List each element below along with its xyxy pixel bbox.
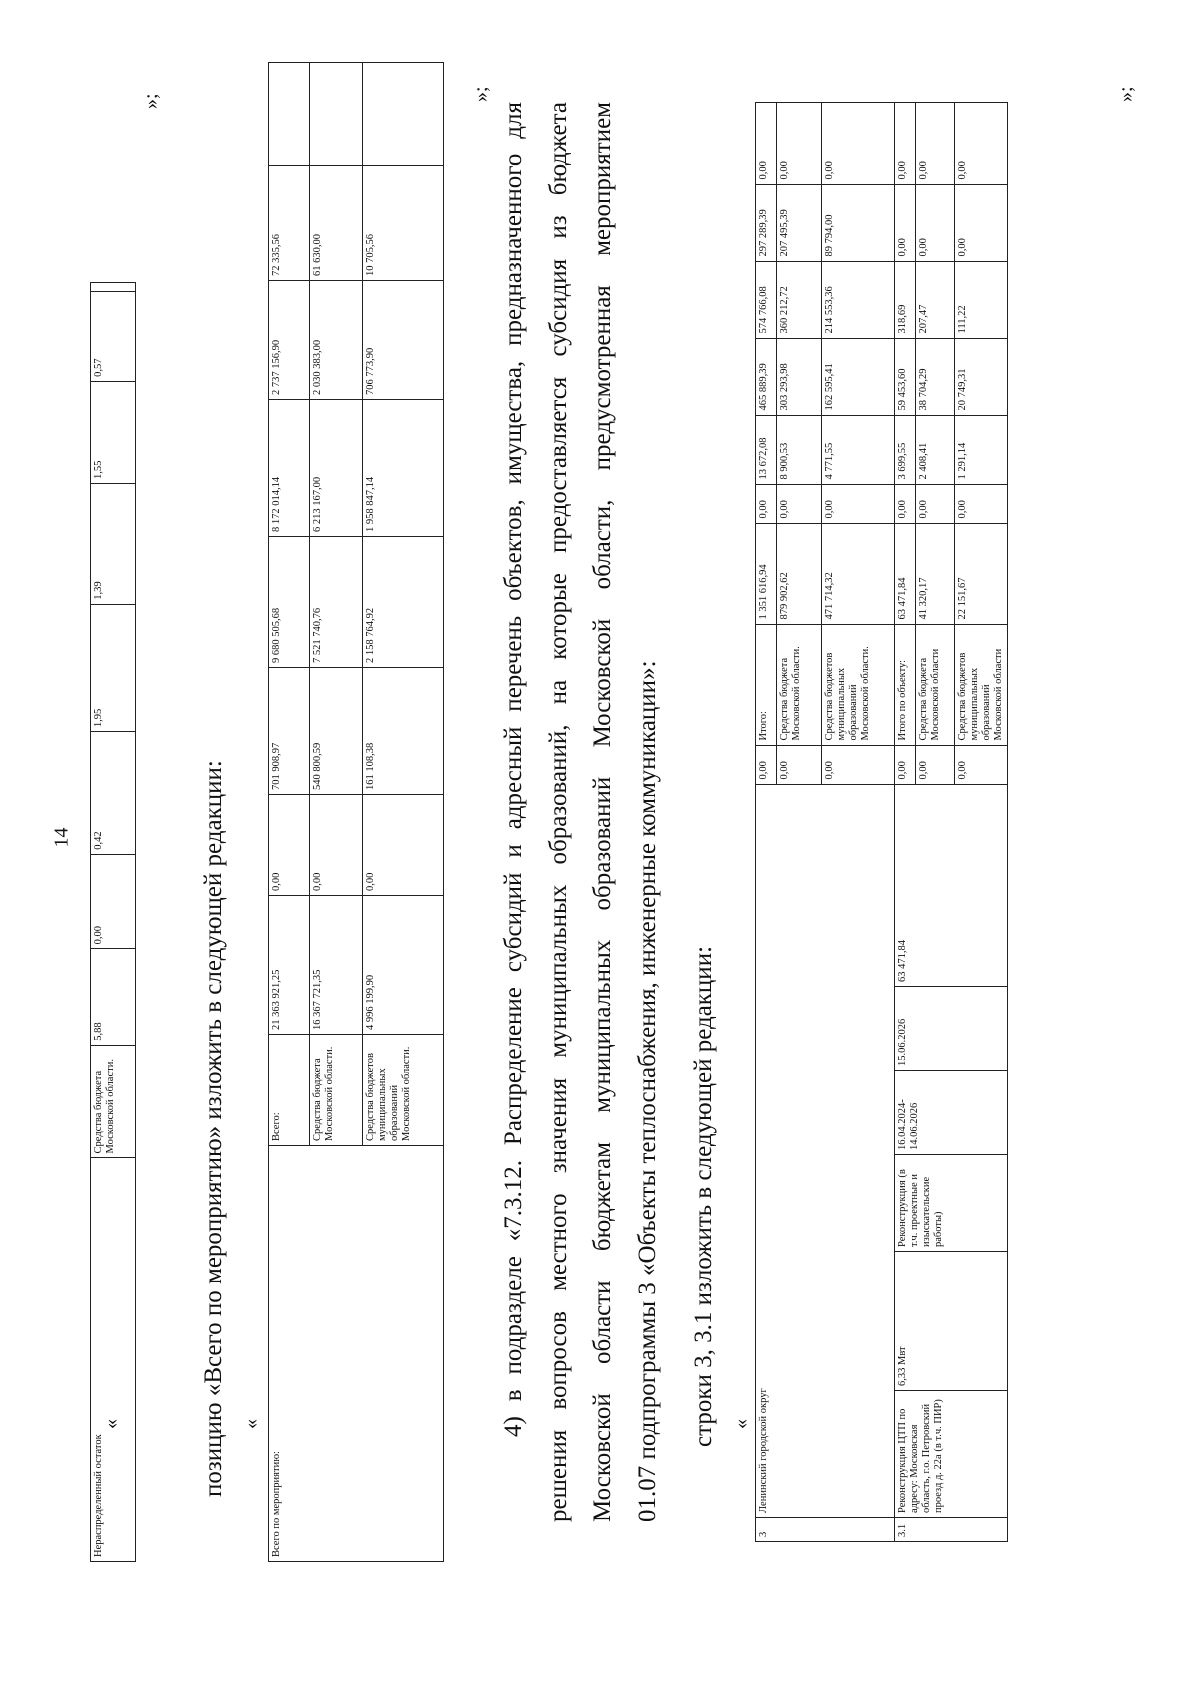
table2-value: 9 680 505,68 — [269, 537, 310, 668]
row31-value: 0,00 — [895, 184, 916, 261]
table1-value: 1,95 — [91, 604, 136, 731]
table2-value: 16 367 721,35 — [310, 896, 363, 1035]
row3-value: 879 902,62 — [777, 523, 822, 624]
row31-value: 0,00 — [955, 103, 1008, 185]
table2-value: 2 737 156,90 — [269, 281, 310, 400]
row31-value: 63 471,84 — [895, 523, 916, 624]
table1-value — [91, 283, 136, 292]
table1-label: Нераспределенный остаток — [91, 1158, 136, 1562]
table2-source: Средства бюджетов муниципальных образований Московской области. — [363, 1035, 444, 1146]
row3-source: Средства бюджетов муниципальных образований Московской области. — [822, 624, 895, 745]
table2-source: Средства бюджета Московской области. — [310, 1035, 363, 1146]
row3-number: 3 — [756, 1518, 895, 1542]
row3-value: 0,00 — [777, 484, 822, 523]
row31-work: Реконструкция (в т.ч. проектные и изыскательские работы) — [895, 1155, 1008, 1252]
row31-source: Средства бюджета Московской области — [916, 624, 955, 745]
row31-power: 6,33 Мвт — [895, 1252, 1008, 1391]
row31-value: 0,00 — [916, 484, 955, 523]
paragraph-total: позицию «Всего по мероприятию» изложить в следующей редакции: — [200, 760, 227, 1497]
row3-value: 1 351 616,94 — [756, 523, 777, 624]
row3-zero: 0,00 — [756, 745, 777, 784]
paragraph-line: 4) в подразделе «7.3.12. Распределение субсидий и адресный перечень объектов, имущества, предназначенного для — [500, 102, 527, 1437]
paragraph-rows: строки 3, 3.1 изложить в следующей редакции: — [690, 945, 717, 1447]
row31-value: 207,47 — [916, 261, 955, 338]
row3-value: 0,00 — [756, 103, 777, 185]
row3-value: 8 900,53 — [777, 415, 822, 484]
row31-value: 1 291,14 — [955, 415, 1008, 484]
row31-value: 3 699,55 — [895, 415, 916, 484]
row3-value: 4 771,55 — [822, 415, 895, 484]
row31-date: 15.06.2026 — [895, 987, 1008, 1071]
row31-period: 16.04.2024-14.06.2026 — [895, 1071, 1008, 1155]
table2-value — [269, 63, 310, 166]
table1-source: Средства бюджета Московской области. — [91, 1045, 136, 1158]
row3-value: 89 794,00 — [822, 184, 895, 261]
table2-value — [363, 63, 444, 166]
open-quote: « — [240, 1419, 262, 1429]
paragraph-line: Московской области бюджетам муниципальных образований Московской области, предусмотренная мероприятием — [589, 102, 616, 1522]
table2-label: Всего по мероприятию: — [269, 1146, 444, 1562]
table2-value: 1 958 847,14 — [363, 400, 444, 537]
table2-value: 4 996 199,90 — [363, 896, 444, 1035]
row31-value: 38 704,29 — [916, 338, 955, 415]
page-number: 14 — [50, 827, 73, 848]
row31-value: 22 151,67 — [955, 523, 1008, 624]
table2-value: 8 172 014,14 — [269, 400, 310, 537]
row31-value: 0,00 — [895, 103, 916, 185]
table2-value: 10 705,56 — [363, 166, 444, 281]
close-quote: »; — [140, 93, 162, 109]
table2-value: 0,00 — [269, 795, 310, 896]
row31-value: 2 408,41 — [916, 415, 955, 484]
paragraph-line: решения вопросов местного значения муниципальных образований, на которые предоставляется субсидия из бюджета — [544, 102, 572, 1522]
row3-value: 303 293,98 — [777, 338, 822, 415]
row31-zero: 0,00 — [895, 745, 916, 784]
table2-value: 701 908,97 — [269, 668, 310, 795]
row31-value: 0,00 — [955, 484, 1008, 523]
table2-value: 2 158 764,92 — [363, 537, 444, 668]
table1-value: 0,42 — [91, 732, 136, 855]
row3-zero: 0,00 — [822, 745, 895, 784]
table2-value: 706 773,90 — [363, 281, 444, 400]
row31-source: Итого по объекту: — [895, 624, 916, 745]
table2-value: 61 630,00 — [310, 166, 363, 281]
paragraph-line: 01.07 подпрограммы 3 «Объекты теплоснабжения, инженерные коммуникации»: — [633, 660, 661, 1522]
table2-value: 21 363 921,25 — [269, 896, 310, 1035]
table1-value: 0,00 — [91, 854, 136, 949]
row31-name: Реконструкция ЦТП по адресу: Московская область, г.о. Петровский проезд д. 22а (в т.ч. ПИР) — [895, 1391, 1008, 1518]
row3-value: 162 595,41 — [822, 338, 895, 415]
row3-value: 465 889,39 — [756, 338, 777, 415]
row3-value: 0,00 — [756, 484, 777, 523]
row31-source: Средства бюджетов муниципальных образований Московской области — [955, 624, 1008, 745]
row31-value: 0,00 — [916, 184, 955, 261]
table2-value: 7 521 740,76 — [310, 537, 363, 668]
row3-value: 0,00 — [777, 103, 822, 185]
table2-value: 6 213 167,00 — [310, 400, 363, 537]
table1-value: 1,39 — [91, 483, 136, 604]
row31-zero: 0,00 — [955, 745, 1008, 784]
table1-value: 1,55 — [91, 381, 136, 483]
row31-value: 59 453,60 — [895, 338, 916, 415]
table2-value: 161 108,38 — [363, 668, 444, 795]
row3-value: 13 672,08 — [756, 415, 777, 484]
table1-value: 0,57 — [91, 292, 136, 382]
row3-value: 360 212,72 — [777, 261, 822, 338]
row31-number: 3.1 — [895, 1518, 1008, 1542]
open-quote: « — [100, 1419, 122, 1429]
close-quote: »; — [470, 86, 492, 102]
row3-value: 471 714,32 — [822, 523, 895, 624]
row31-value: 0,00 — [895, 484, 916, 523]
table-unallocated — [90, 282, 136, 1562]
row31-value: 318,69 — [895, 261, 916, 338]
paragraph-subsidies — [500, 102, 661, 1522]
table-rows-3 — [755, 102, 1008, 1542]
row3-source: Итого: — [756, 624, 777, 745]
row31-value: 0,00 — [916, 103, 955, 185]
row3-name: Ленинский городской округ — [756, 784, 895, 1517]
row3-value: 214 553,36 — [822, 261, 895, 338]
row3-value: 0,00 — [822, 103, 895, 185]
row31-cost: 63 471,84 — [895, 784, 1008, 986]
row3-value: 574 766,08 — [756, 261, 777, 338]
table2-value: 0,00 — [310, 795, 363, 896]
row31-value: 20 749,31 — [955, 338, 1008, 415]
table1-value: 5,88 — [91, 949, 136, 1045]
row31-zero: 0,00 — [916, 745, 955, 784]
table2-value: 540 800,59 — [310, 668, 363, 795]
row3-source: Средства бюджета Московской области. — [777, 624, 822, 745]
table2-value: 72 335,56 — [269, 166, 310, 281]
table2-value: 2 030 383,00 — [310, 281, 363, 400]
table2-value: 0,00 — [363, 795, 444, 896]
table-total-by-activity — [268, 62, 444, 1562]
row3-value: 0,00 — [822, 484, 895, 523]
row31-value: 41 320,17 — [916, 523, 955, 624]
row3-value: 297 289,39 — [756, 184, 777, 261]
row3-value: 207 495,39 — [777, 184, 822, 261]
close-quote: »; — [1115, 86, 1137, 102]
table2-value — [310, 63, 363, 166]
row31-value: 0,00 — [955, 184, 1008, 261]
table2-source: Всего: — [269, 1035, 310, 1146]
row3-zero: 0,00 — [777, 745, 822, 784]
open-quote: « — [730, 1419, 752, 1429]
row31-value: 111,22 — [955, 261, 1008, 338]
